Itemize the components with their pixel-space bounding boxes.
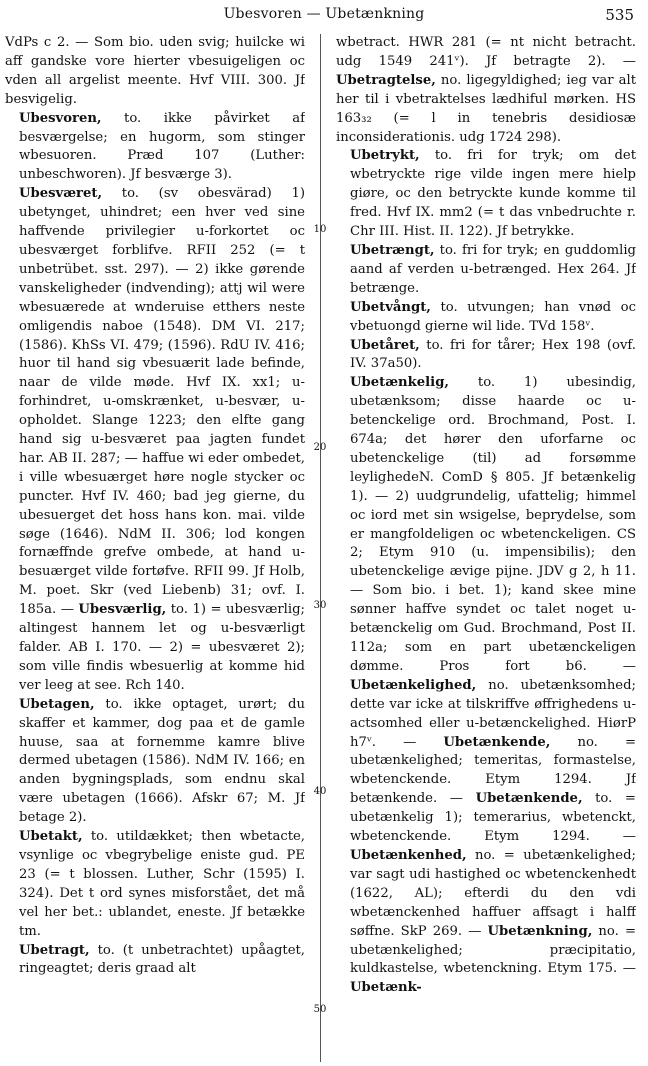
entry-text: to. 1) = ubesværlig; altingest hannem let og u-besværligt falder. AB I. 170. — 2) = ubesværet 2); som ville findis wbesuerlig at komme hid ver leeg at see. Rch 140. [19,602,305,693]
right-column [336,34,636,1062]
lemma: Ubetakt, [19,829,83,845]
entry-text: to. utildækket; then wbetacte, vsynlige oc vbegrybelige eniste gud. PE 23 (= t blossen. Luther, Schr (1595) I. 324). Det t ord synes misforstået, det må vel her bet.: ublandet, eneste. Jf betække tm. [19,829,305,939]
entry [336,299,636,337]
lemma: Ubetænkning, [487,923,593,939]
entry [5,942,305,980]
entry-text: no. = ubetænkelighed; temeritas, formastelse, wbetenckende. Etym 1294. Jf betænkende. — [350,734,636,807]
lemma: Ubetrykt, [350,148,420,164]
entry [336,34,636,147]
entry-text: to. = ubetænkelig 1); temerarius, wbetenckt, wbetenckende. Etym 1294. — [350,791,636,845]
lemma: Ubetænkende, [475,791,583,807]
page-header [0,6,648,28]
entry-text: to. (sv obesvärad) 1) ubetynget, uhindret; een hver ved sine haffvende privilegier u-forkortet oc ubesværget forblifve. RFII 252 (= t unbetrübet. sst. 297). — 2) ikke gørende vanskeligheder (indvending); attj wil were wbesuærede at wnderuise etthers neste omligendis naboe (1548). DM VI. 217; (1586). KhSs VI. 479; (1596). RdU IV. 416; huor til hand sig vbesuærit lade befinde, naar de vilde møde. Hvf IX. xx1; u-forhindret, u-omskrænket, u-besvær, u-opholdet. Slange 1223; den elfte gang hand sig u-besværet paa jagten fundet har. AB II. 287; — haffue wi eder ombedet, i ville wbesuærget høre nogle stycker oc puncter. Hvf IV. 460; bad jeg gierne, du ubesuerget det hoss hans kon. mai. vilde søge (1646). NdM II. 306; lod kongen fornæffnde grefve ombede, at hand u-besuærget vilde fortøfve. RFII 99. Jf Holb, M. poet. Skr (ved Liebenb) 31; ovf. I. 185a. — [19,186,305,618]
lemma: Ubetagen, [19,696,95,712]
entry-text: to. ikke optaget, urørt; du skaffer et kammer, dog paa et de gamle huuse, saa at fornemme kamre blive dermed ubetagen (1586). NdM IV. 166; en anden bygningsplads, som endnu skal være ubetagen (1666). Afskr 67; M. Jf betage 2). [19,696,305,826]
entry [336,337,636,375]
entry [5,34,305,110]
lemma: Ubetænkelig, [350,375,450,391]
entry [5,110,305,186]
lemma: Ubetænk- [350,980,422,996]
line-number: 50 [313,1004,327,1015]
lemma: Ubetænkelighed, [350,677,477,693]
line-number: 20 [313,442,327,453]
entry-text: to. ikke påvirket af besværgelse; en hugorm, som stinger wbesuoren. Præd 107 (Luther: unbeschworen). Jf besværge 3). [19,110,305,183]
lemma: Ubesværlig, [78,602,167,618]
entry-text: no. ligegyldighed; ieg var alt her til i vbetraktelses lædhiful mørken. HS 163₃₂ (= l in tenebris desidiosæ inconsiderationis. udg 1724 298). [336,72,636,145]
left-column [5,34,305,1062]
lemma: Ubesværet, [19,186,103,202]
lemma: Ubetragt, [19,942,90,958]
lemma: Ubesvoren, [19,110,102,126]
entry-text: to. fri for tryk; en guddomlig aand af verden u-betrænged. Hex 264. Jf betrænge. [350,242,636,296]
lemma: Ubetragtelse, [336,72,436,88]
line-number: 40 [313,786,327,797]
lemma: Ubetrængt, [350,242,435,258]
line-number: 30 [313,600,327,611]
entry-text: to. fri for tryk; om det wbetryckte rige vilde ingen mere hielp giøre, oc den betryckte kunde komme til fred. Hvf IX. mm2 (= t das vnbedruchte r. Chr III. Hist. II. 122). Jf betrykke. [350,148,636,240]
entry-text: to. (t unbetrachtet) upåagtet, ringeagtet; deris graad alt [19,942,305,977]
entry [5,185,305,695]
line-number: 10 [313,224,327,235]
lemma: Ubetænkende, [443,734,551,750]
entry [5,828,305,941]
entry-text: to. utvungen; han vnød oc vbetuongd gierne wil lide. TVd 158ᵛ. [350,299,636,334]
entry [336,374,636,998]
lemma: Ubetvångt, [350,299,431,315]
entry-text: no. ubetænksomhed; dette var icke at tilskriffve øffrighedens u-actsomhed eller u-betænckelighed. HiørP h7ᵛ. — [350,677,636,750]
entry-text: wbetract. HWR 281 (= nt nicht betracht. udg 1549 241ᵛ). Jf betragte 2). — [336,35,636,69]
entry [336,147,636,242]
lemma: Ubetænkenhed, [350,847,467,863]
page-number: 535 [605,6,634,24]
column-divider [320,34,321,1062]
entry [336,242,636,299]
entry-text: VdPs c 2. — Som bio. uden svig; huilcke wi aff gandske vore hierter vbesuigeligen oc vden all argelist meente. Hvf VIII. 300. Jf besvigelig. [5,35,305,107]
lemma: Ubetåret, [350,337,420,353]
entry-text: no. = ubetænkelighed; præcipitatio, kuldkastelse, wbetenckning. Etym 175. — [350,923,636,977]
entry-text: to. fri for tårer; Hex 198 (ovf. IV. 37a50). [350,337,636,372]
entry-text: no. = ubetænkelighed; var sagt udi hastighed oc wbetenckenhedt (1622, AL); efterdi du den vdi wbetænckenhed haffuer affsagt i halff søffne. SkP 269. — [350,847,636,939]
entry [5,696,305,828]
entry-text: to. 1) ubesindig, ubetænksom; disse haarde oc u-betenckelige ord. Brochmand, Post. I. 674a; det hører den uforfarne oc ubetenckelige (til) ad forsømme leylighedeN. ComD § 805. Jf betænkelig 1). — 2) uudgrundelig, ufattelig; himmel oc iord met sin wsigelse, beprydelse, som er mangfoldeligen oc wbetenckeligen. CS 2; Etym 910 (u. impensibilis); den ubetenckelige ævige pijne. JDV g 2, h 11. — Som bio. i bet. 1); kand skee mine sønner haffve syndet oc talet noget u-betænckelig om Gud. Brochmand, Post II. 112a; som en part ubetænckeligen dømme. Pros fort b6. — [350,375,636,674]
running-head: Ubesvoren — Ubetænkning [223,6,425,22]
